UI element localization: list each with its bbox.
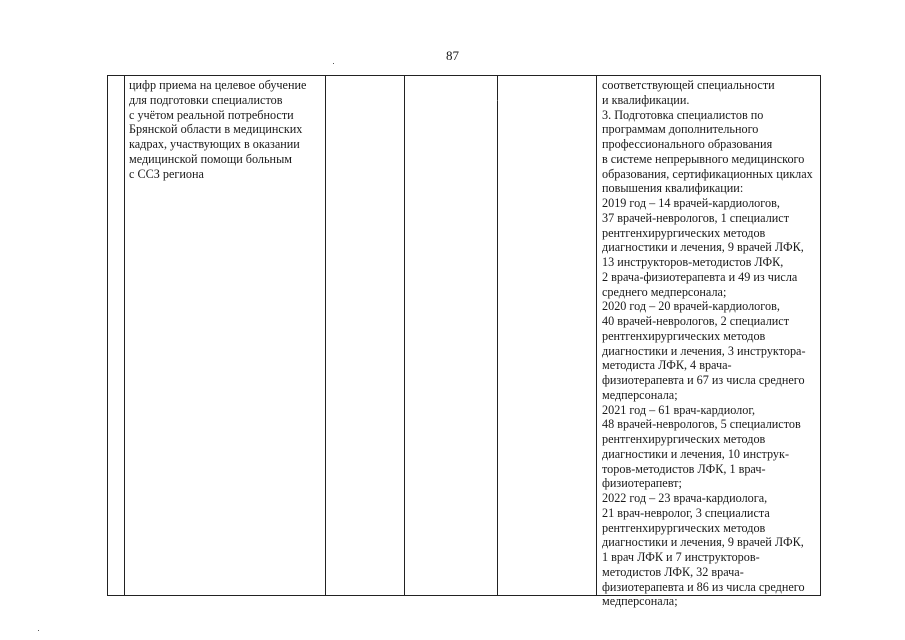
text-line: 2021 год – 61 врач-кардиолог, [602, 402, 756, 417]
text-line: диагностики и лечения, 3 инструктора- [602, 343, 806, 358]
text-line: с учётом реальной потребности [129, 107, 294, 122]
text-line: 2 врача-физиотерапевта и 49 из числа [602, 269, 798, 284]
text-line: повышения квалификации: [602, 181, 744, 196]
text-line: в системе непрерывного медицинского [602, 151, 805, 166]
text-line: 37 врачей-неврологов, 1 специалист [602, 210, 790, 225]
text-line: 1 врач ЛФК и 7 инструкторов- [602, 550, 760, 564]
text-line: диагностики и лечения, 9 врачей ЛФК, [602, 240, 804, 255]
text-line: Брянской области в медицинских [129, 122, 303, 137]
column-divider [404, 76, 405, 595]
scan-speck [38, 630, 39, 631]
text-line: медицинской помощи больным [129, 151, 292, 166]
text-line: кадрах, участвующих в оказании [129, 137, 300, 151]
text-line: среднего медперсонала; [602, 284, 727, 299]
text-line: 3. Подготовка специалистов по [602, 107, 764, 122]
text-line: соответствующей специальности [602, 78, 775, 92]
text-line: цифр приема на целевое обучение [129, 78, 307, 92]
page-number: 87 [446, 48, 459, 63]
text-line: физиотерапевта и 67 из числа среднего [602, 373, 805, 387]
text-line: медперсонала; [602, 387, 678, 402]
text-line: методиста ЛФК, 4 врача- [602, 358, 732, 373]
text-line: торов-методистов ЛФК, 1 врач- [602, 461, 766, 476]
column-divider [596, 76, 597, 595]
column-divider [497, 76, 498, 595]
text-line: программам дополнительного [602, 122, 759, 137]
text-line: профессионального образования [602, 137, 773, 151]
text-line: рентгенхирургических методов [602, 225, 766, 240]
document-table [107, 75, 821, 609]
text-line: рентгенхирургических методов [602, 432, 766, 446]
text-line: методистов ЛФК, 32 врача- [602, 564, 744, 579]
cell-target-training-text [129, 78, 306, 181]
scan-speck [333, 63, 334, 64]
text-line: 2019 год – 14 врачей-кардиологов, [602, 196, 780, 210]
scan-speck [497, 100, 498, 101]
text-line: 2020 год – 20 врачей-кардиологов, [602, 299, 780, 314]
text-line: рентгенхирургических методов [602, 328, 766, 343]
column-divider [325, 76, 326, 595]
text-line: 2022 год – 23 врача-кардиолога, [602, 491, 768, 505]
text-line: 13 инструкторов-методистов ЛФК, [602, 255, 784, 269]
text-line: 40 врачей-неврологов, 2 специалист [602, 314, 790, 328]
text-line: образования, сертификационных циклах [602, 166, 813, 181]
text-line: рентгенхирургических методов [602, 520, 766, 535]
cell-specialist-training-text [602, 78, 813, 609]
text-line: 21 врач-невролог, 3 специалиста [602, 505, 770, 520]
text-line: для подготовки специалистов [129, 92, 283, 107]
text-line: 48 врачей-неврологов, 5 специалистов [602, 417, 801, 432]
text-line: диагностики и лечения, 10 инструк- [602, 446, 790, 461]
column-divider [124, 76, 125, 595]
text-line: физиотерапевт; [602, 476, 682, 491]
text-line: с ССЗ региона [129, 166, 204, 181]
text-line: диагностики и лечения, 9 врачей ЛФК, [602, 535, 804, 550]
text-line: физиотерапевта и 86 из числа среднего [602, 579, 805, 594]
text-line: медперсонала; [602, 594, 678, 609]
text-line: и квалификации. [602, 92, 690, 107]
